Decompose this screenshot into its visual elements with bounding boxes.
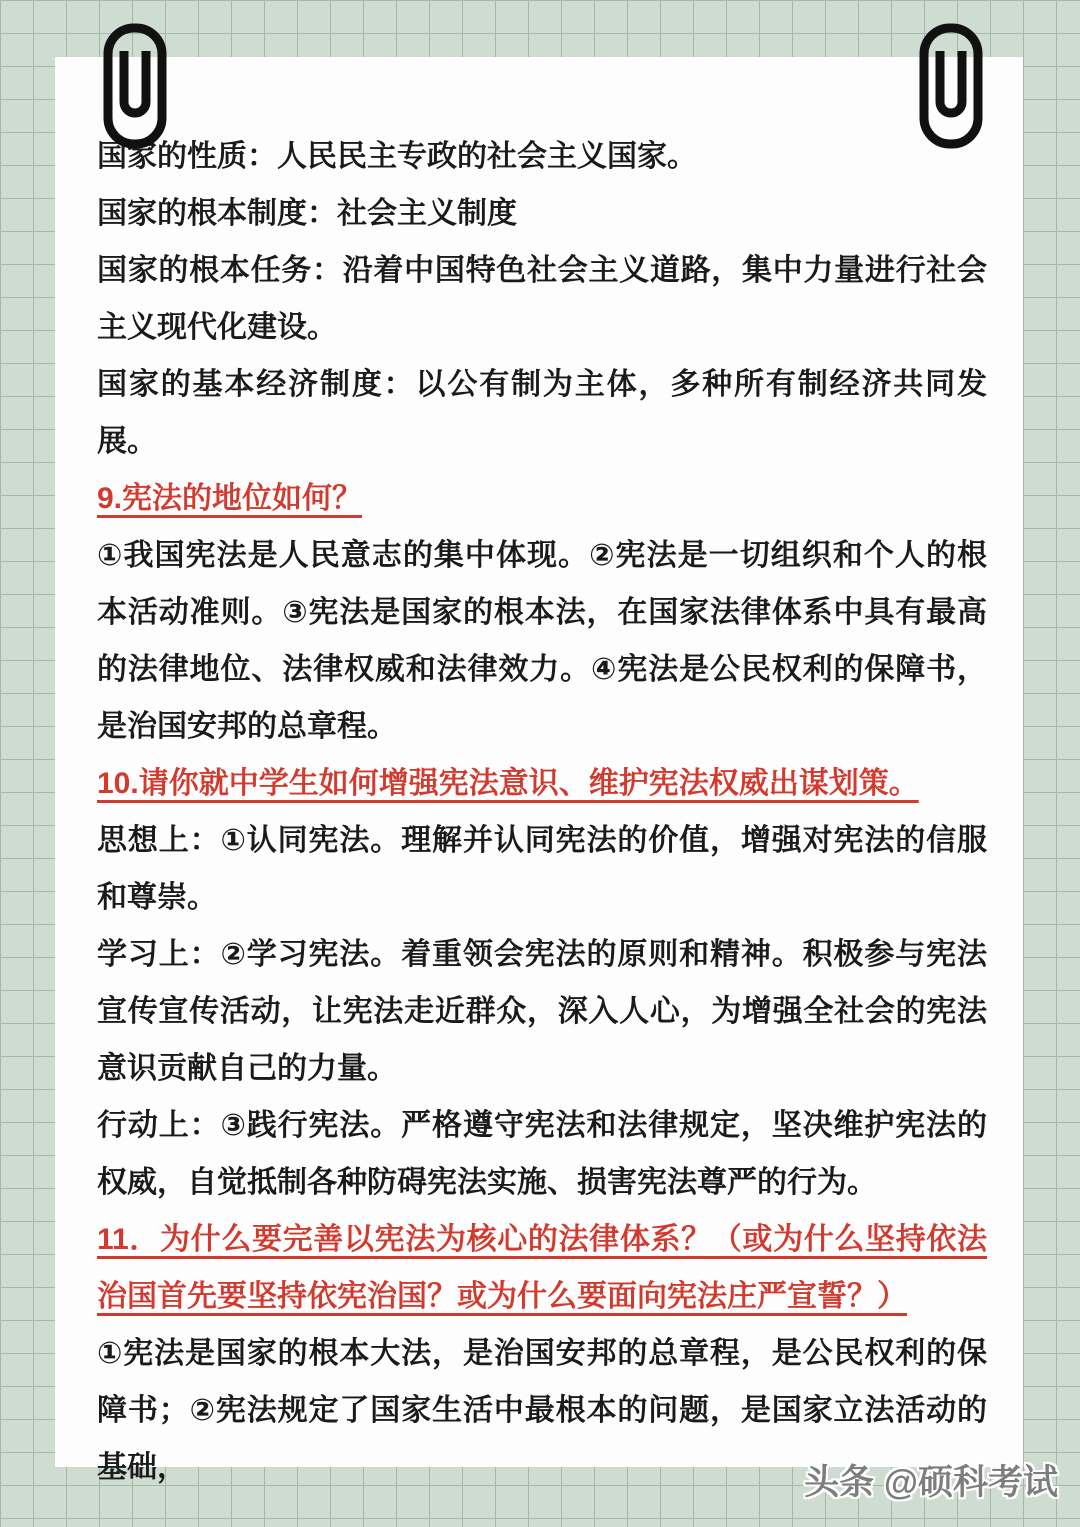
- paragraph: ①我国宪法是人民意志的集中体现。②宪法是一切组织和个人的根本活动准则。③宪法是国家的根本法，在国家法律体系中具有最高的法律地位、法律权威和法律效力。④宪法是公民权利的保障书，是治国安邦的总章程。: [97, 539, 987, 743]
- paragraph: 行动上：③践行宪法。严格遵守宪法和法律规定，坚决维护宪法的权威，自觉抵制各种防碍宪法实施、损害宪法尊严的行为。: [97, 1109, 987, 1199]
- paragraph: 国家的基本经济制度：以公有制为主体，多种所有制经济共同发展。: [97, 368, 987, 458]
- paperclip-icon: [102, 22, 168, 150]
- note-card: [55, 57, 1023, 1484]
- paperclip-icon: [918, 22, 984, 150]
- question-heading: 9.宪法的地位如何？: [97, 482, 363, 515]
- watermark-credit: 头条 @硕科考试: [804, 1463, 1058, 1502]
- paragraph: 思想上：①认同宪法。理解并认同宪法的价值，增强对宪法的信服和尊崇。: [97, 824, 987, 914]
- question-heading: 11．为什么要完善以宪法为核心的法律体系？（或为什么坚持依法治国首先要坚持依宪治国？或为什么要面向宪法庄严宣誓？）: [97, 1223, 987, 1313]
- question-heading: 10.请你就中学生如何增强宪法意识、维护宪法权威出谋划策。: [97, 767, 919, 800]
- paragraph: ①宪法是国家的根本大法，是治国安邦的总章程，是公民权利的保障书；②宪法规定了国家生活中最根本的问题，是国家立法活动的基础，: [97, 1337, 987, 1484]
- paragraph: 学习上：②学习宪法。着重领会宪法的原则和精神。积极参与宪法宣传宣传活动，让宪法走近群众，深入人心，为增强全社会的宪法意识贡献自己的力量。: [97, 938, 987, 1085]
- document-text: [97, 128, 987, 1496]
- paragraph: 国家的性质：人民民主专政的社会主义国家。: [97, 140, 697, 173]
- paragraph: 国家的根本制度：社会主义制度: [97, 197, 517, 230]
- paragraph: 国家的根本任务：沿着中国特色社会主义道路，集中力量进行社会主义现代化建设。: [97, 254, 987, 344]
